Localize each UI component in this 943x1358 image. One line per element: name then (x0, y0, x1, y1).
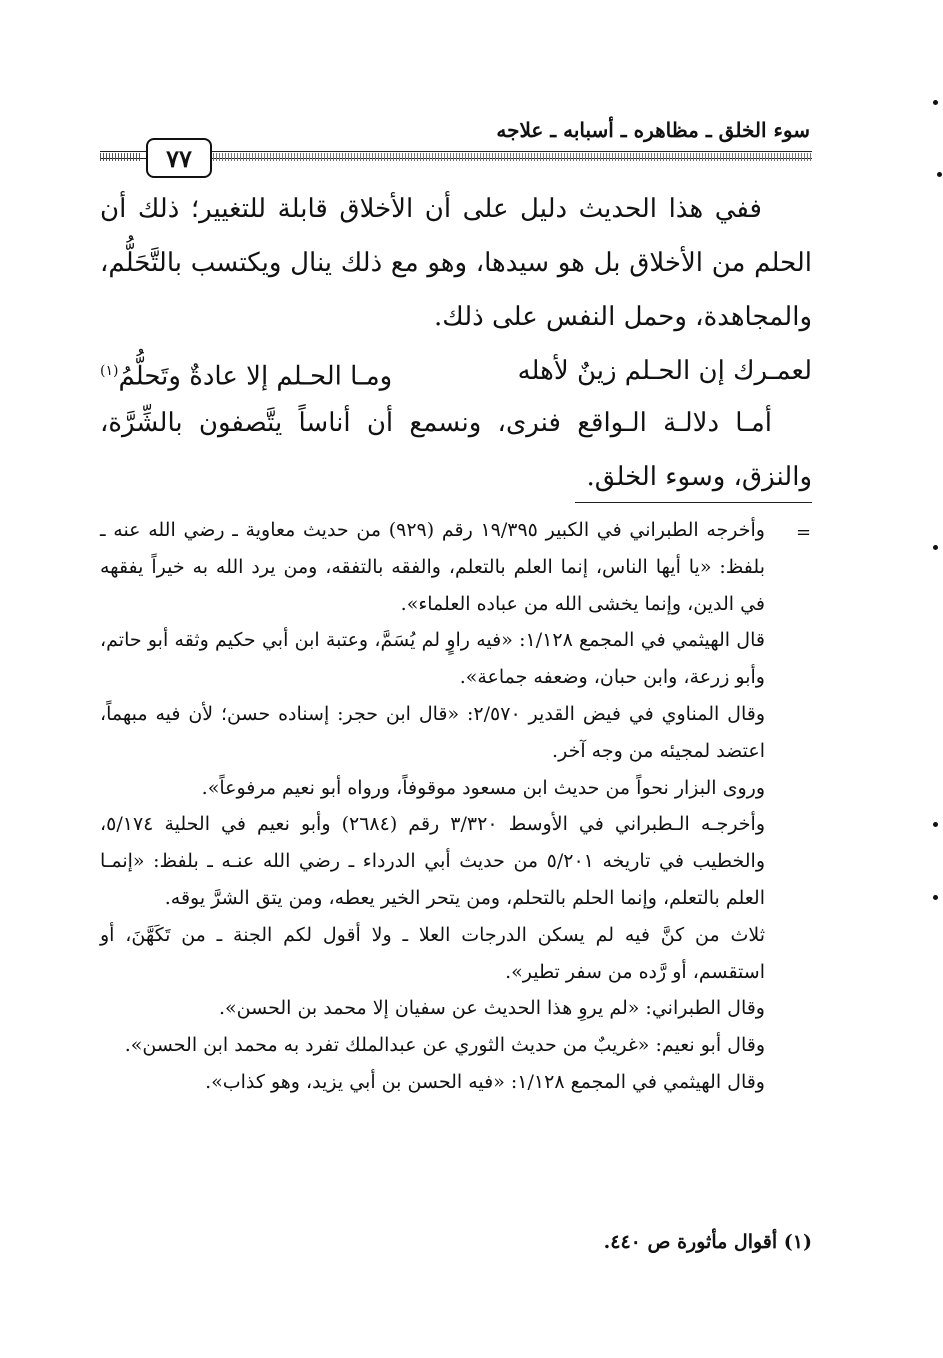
footnote-marker: (١) (100, 363, 119, 379)
footnote-line: قال الهيثمي في المجمع ١/١٢٨: «فيه راوٍ لم يُسَمَّ، وعتبة ابن أبي حكيم وثقه أبو حاتم، وأبو زرعة، وابن حبان، وضعفه جماعة». (100, 629, 765, 689)
margin-dot (933, 895, 938, 900)
margin-dot (937, 172, 942, 177)
header-ornament-right (210, 153, 812, 161)
main-paragraph-1 (100, 182, 812, 344)
footnote-separator (575, 502, 812, 503)
page-number: ٧٧ (146, 138, 212, 178)
margin-dot (933, 822, 938, 827)
paragraph-text: أمـا دلالـة الـواقع فنرى، ونسمع أن أناساً يتَّصفون بالشِّرَّة، والنزق، وسوء الخلق. (100, 408, 812, 492)
header-ornament-left (100, 153, 142, 161)
verse-hemistich-second: ومـا الحـلم إلا عادةٌ وتَحلُّمُ$^{(١)}$ (100, 361, 393, 392)
verse-hemistich-first: لعمـرك إن الحـلم زينٌ لأهله (517, 356, 812, 386)
footnote-line: وأخرجـه الـطبراني في الأوسط ٣/٣٢٠ رقم (٢٦٨٤) وأبو نعيم في الحلية ٥/١٧٤، والخطيب في تاريخه ٥/٢٠١ من حديث أبي الدرداء ـ رضي الله عنـه ـ بلفظ: «إنمـا العلم بالتعلم، وإنما الحلم بالتحلم، ومن يتحر الخير يعطه، ومن يتق الشرَّ يوقه. (100, 813, 765, 909)
footnote-line: وقال المناوي في فيض القدير ٢/٥٧٠: «قال ابن حجر: إسناده حسن؛ لأن فيه مبهماً، اعتضد لمجيئه من وجه آخر. (100, 702, 765, 762)
footnote-line: وقال الطبراني: «لم يروِ هذا الحديث عن سفيان إلا محمد بن الحسن». (219, 997, 765, 1020)
main-paragraph-2 (100, 396, 812, 504)
footnote-line: ثلاث من كنَّ فيه لم يسكن الدرجات العلا ـ ولا أقول لكم الجنة ـ من تَكَهَّنَ، أو استقسم، أو رَّده من سفر تطير». (100, 923, 765, 983)
footnote-continuation-marker: = (796, 522, 812, 543)
footnote-line: وقال الهيثمي في المجمع ١/١٢٨: «فيه الحسن بن أبي يزيد، وهو كذاب». (205, 1070, 765, 1093)
footnote-line: وأخرجه الطبراني في الكبير ١٩/٣٩٥ رقم (٩٢٩) من حديث معاوية ـ رضي الله عنه ـ بلفظ: «يا أيها الناس، إنما العلم بالتعلم، والفقه بالتفقه، ومن يرد الله به خيراً يفقهه في الدين، وإنما يخشى الله من عباده العلماء». (100, 519, 765, 615)
footnote-line: وقال أبو نعيم: «غريبٌ من حديث الثوري عن عبدالملك تفرد به محمد ابن الحسن». (124, 1034, 765, 1057)
poetry-verse (100, 346, 812, 402)
paragraph-text: ففي هذا الحديث دليل على أن الأخلاق قابلة للتغيير؛ ذلك أن الحلم من الأخلاق بل هو سيدها، وهو مع ذلك ينال ويكتسب بالتَّحَلُّم، والمجاهدة، وحمل النفس على ذلك. (100, 194, 812, 332)
footnote-1: (١) أقوال مأثورة ص ٤٤٠. (603, 1231, 812, 1253)
footnote-line: وروى البزار نحواً من حديث ابن مسعود موقوفاً، ورواه أبو نعيم مرفوعاً». (201, 776, 765, 799)
margin-dot (933, 545, 938, 550)
footnotes-block (100, 512, 765, 1101)
running-header-title: سوء الخلق ـ مظاهره ـ أسبابه ـ علاجه (496, 118, 810, 142)
margin-dot (933, 100, 938, 105)
